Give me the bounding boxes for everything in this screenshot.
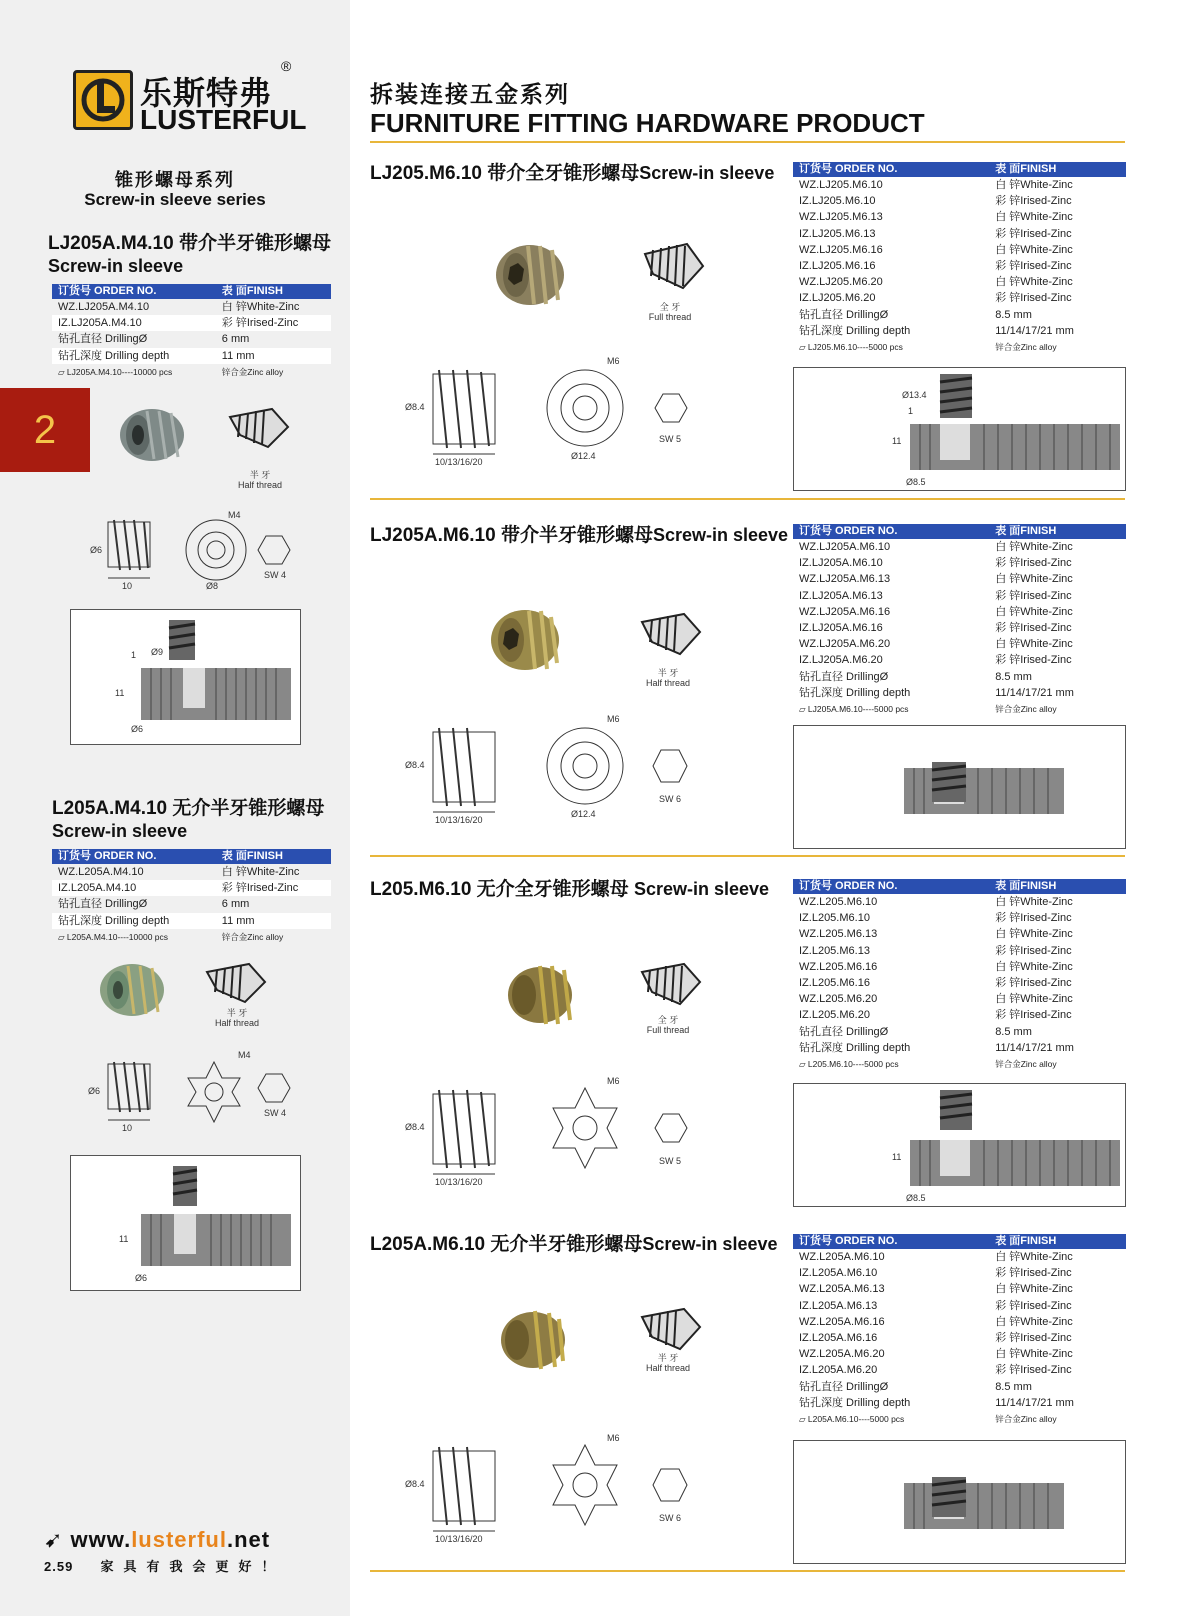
svg-text:SW 6: SW 6 (659, 1513, 682, 1523)
product-photo (485, 605, 565, 675)
dimension-drawing (405, 1076, 705, 1187)
divider (370, 855, 1125, 857)
product-table: 订货号 ORDER NO. 表 面FINISH WZ.LJ205A.M4.10 白 锌White-Zinc IZ.LJ205A.M4.10 彩 锌Irised-Zinc 钻孔直径 DrillingØ 6 mm 钻孔深度 Drilling depth 11 mm ▱ LJ205A.M4.10----10000 pcs 锌合金Zinc alloy (52, 284, 331, 380)
table-row: WZ.L205A.M4.10 白 锌White-Zinc (58, 866, 300, 878)
svg-text:M4: M4 (228, 510, 241, 520)
table-row: WZ.LJ205A.M6.20 白 锌White-Zinc (799, 638, 1073, 651)
brand-cn: 乐斯特弗 (140, 75, 273, 111)
table-row: IZ.LJ205.M6.10 彩 锌Irised-Zinc (793, 193, 1126, 209)
product-photo (490, 240, 570, 310)
package-icon-label: ▱ LJ205A.M4.10----10000 pcs (58, 366, 173, 377)
table-row: 钻孔直径 DrillingØ 8.5 mm (799, 308, 1032, 321)
dimension-drawing (405, 1433, 705, 1544)
table-row: 钻孔深度 Drilling depth 11/14/17/21 mm (793, 323, 1126, 339)
table-row: IZ.LJ205A.M4.10 彩 锌Irised-Zinc (52, 315, 331, 331)
svg-text:10/13/16/20: 10/13/16/20 (435, 1177, 483, 1187)
product-table: 订货号 ORDER NO. 表 面FINISH WZ.LJ205.M6.10 白 锌White-Zinc IZ.LJ205.M6.10 彩 锌Irised-Zinc WZ.LJ205.M6.13 白 锌White-Zinc IZ.LJ205.M6.13 彩 锌Irised-Zinc WZ.LJ205.M6.16 白 锌White-Zinc IZ.LJ205.M6.16 彩 锌Irised-Zinc WZ.LJ205.M6.20 白 锌White-Zinc IZ.LJ205.M6.20 彩 锌Irised-Zinc 钻孔直径 DrillingØ 8.5 mm 钻孔深度 Drilling depth 11/14/17/21 mm ▱ LJ205.M6.10----5000 pcs 锌合金Zinc alloy (793, 162, 1126, 355)
brand-en: LUSTERFUL (140, 104, 307, 135)
product-table: 订货号 ORDER NO. 表 面FINISH WZ.L205A.M6.10 白 锌White-Zinc IZ.L205A.M6.10 彩 锌Irised-Zinc WZ.L205A.M6.13 白 锌White-Zinc IZ.L205A.M6.13 彩 锌Irised-Zinc WZ.L205A.M6.16 白 锌White-Zinc IZ.L205A.M6.16 彩 锌Irised-Zinc WZ.L205A.M6.20 白 锌White-Zinc IZ.L205A.M6.20 彩 锌Irised-Zinc 钻孔直径 DrillingØ 8.5 mm 钻孔深度 Drilling depth 11/14/17/21 mm ▱ L205A.M6.10----5000 pcs 锌合金Zinc alloy (793, 1234, 1126, 1427)
svg-text:SW 4: SW 4 (264, 1108, 287, 1118)
svg-text:1: 1 (131, 650, 137, 660)
thread-icon (228, 405, 290, 449)
divider (370, 141, 1125, 143)
svg-text:Ø8.4: Ø8.4 (405, 402, 425, 412)
table-row: WZ.LJ205A.M4.10 白 锌White-Zinc (58, 301, 300, 313)
svg-text:Ø6: Ø6 (90, 545, 103, 555)
thread-icon (640, 610, 702, 658)
thread-icon (640, 960, 702, 1008)
table-row: 钻孔深度 Drilling depth 11/14/17/21 mm (793, 1040, 1126, 1056)
svg-text:Ø6: Ø6 (131, 724, 144, 734)
registered-mark: ® (281, 58, 292, 74)
table-row: WZ.L205.M6.10 白 锌White-Zinc (799, 896, 1073, 908)
table-row: 钻孔直径 DrillingØ 8.5 mm (799, 670, 1032, 683)
table-row: IZ.L205A.M6.10 彩 锌Irised-Zinc (793, 1265, 1126, 1281)
logo-icon (73, 70, 133, 130)
installation-diagram (793, 725, 1126, 849)
product-photo (500, 960, 580, 1030)
table-row: WZ.L205A.M6.13 白 锌White-Zinc (799, 1283, 1073, 1296)
svg-text:1: 1 (908, 406, 914, 416)
table-row: WZ.LJ205.M6.20 白 锌White-Zinc (799, 276, 1073, 289)
svg-text:Ø8.5: Ø8.5 (906, 1193, 926, 1203)
svg-text:SW 5: SW 5 (659, 434, 682, 444)
table-row: IZ.LJ205A.M6.20 彩 锌Irised-Zinc (793, 652, 1126, 668)
table-row: IZ.L205.M6.10 彩 锌Irised-Zinc (793, 910, 1126, 926)
table-row: IZ.L205.M6.16 彩 锌Irised-Zinc (793, 975, 1126, 991)
divider (370, 498, 1125, 500)
table-row: WZ.L205.M6.16 白 锌White-Zinc (799, 960, 1073, 973)
installation-diagram (70, 1155, 301, 1291)
table-row: WZ.LJ205.M6.13 白 锌White-Zinc (799, 211, 1073, 224)
table-row: WZ.LJ205A.M6.10 白 锌White-Zinc (799, 541, 1073, 553)
dimension-drawing (88, 1052, 298, 1132)
svg-text:Ø12.4: Ø12.4 (571, 451, 596, 461)
installation-diagram (793, 1083, 1126, 1207)
link-arrow-icon: ➹ (44, 1527, 71, 1552)
thread-icon (640, 1305, 702, 1353)
box-icon: ▱ (58, 931, 67, 942)
svg-text:SW 5: SW 5 (659, 1156, 682, 1166)
table-row: IZ.L205A.M6.20 彩 锌Irised-Zinc (793, 1362, 1126, 1378)
dimension-drawing (405, 714, 705, 825)
svg-text:SW 4: SW 4 (264, 570, 287, 580)
page-title-en: FURNITURE FITTING HARDWARE PRODUCT (370, 108, 925, 138)
svg-text:Ø8.5: Ø8.5 (906, 477, 926, 487)
svg-text:11: 11 (892, 1152, 902, 1162)
table-row: 钻孔直径 DrillingØ 6 mm (58, 333, 250, 346)
product-title: L205A.M4.10 无介半牙锥形螺母 Screw-in sleeve (52, 798, 325, 841)
box-icon: ▱ (799, 703, 808, 714)
thread-caption: 全 牙 Full thread (648, 302, 692, 322)
page-tab: 2 (0, 388, 90, 472)
svg-text:11: 11 (892, 436, 902, 446)
svg-text:M6: M6 (607, 714, 620, 724)
product-table: 订货号 ORDER NO. 表 面FINISH WZ.L205.M6.10 白 锌White-Zinc IZ.L205.M6.10 彩 锌Irised-Zinc WZ.L205.M6.13 白 锌White-Zinc IZ.L205.M6.13 彩 锌Irised-Zinc WZ.L205.M6.16 白 锌White-Zinc IZ.L205.M6.16 彩 锌Irised-Zinc WZ.L205.M6.20 白 锌White-Zinc IZ.L205.M6.20 彩 锌Irised-Zinc 钻孔直径 DrillingØ 8.5 mm 钻孔深度 Drilling depth 11/14/17/21 mm ▱ L205.M6.10----5000 pcs 锌合金Zinc alloy (793, 879, 1126, 1072)
thread-caption: 半 牙 Half thread (214, 1008, 260, 1028)
svg-text:11: 11 (119, 1234, 129, 1244)
product-photo (112, 405, 192, 465)
product-table: 订货号 ORDER NO. 表 面FINISH WZ.L205A.M4.10 白 锌White-Zinc IZ.L205A.M4.10 彩 锌Irised-Zinc 钻孔直径 DrillingØ 6 mm 钻孔深度 Drilling depth 11 mm ▱ L205A.M4.10----10000 pcs 锌合金Zinc alloy (52, 849, 331, 945)
svg-text:M6: M6 (607, 1433, 620, 1443)
svg-text:Ø6: Ø6 (88, 1086, 101, 1096)
dimension-drawing (405, 356, 705, 467)
table-row: IZ.L205A.M6.13 彩 锌Irised-Zinc (793, 1298, 1126, 1314)
table-row: WZ.L205.M6.20 白 锌White-Zinc (799, 993, 1073, 1006)
table-row: 钻孔直径 DrillingØ 6 mm (58, 898, 250, 911)
table-row: WZ.L205A.M6.10 白 锌White-Zinc (799, 1251, 1073, 1263)
table-row: 钻孔直径 DrillingØ 8.5 mm (799, 1025, 1032, 1038)
product-title: LJ205.M6.10 带介全牙锥形螺母Screw-in sleeve (370, 163, 775, 184)
svg-text:Ø9: Ø9 (151, 647, 164, 657)
product-title: L205.M6.10 无介全牙锥形螺母 Screw-in sleeve (370, 879, 770, 900)
svg-text:M6: M6 (607, 356, 620, 366)
svg-text:10/13/16/20: 10/13/16/20 (435, 457, 483, 467)
table-row: WZ.LJ205A.M6.13 白 锌White-Zinc (799, 573, 1073, 586)
box-icon: ▱ (799, 341, 808, 352)
installation-diagram (793, 1440, 1126, 1564)
table-row: IZ.LJ205.M6.20 彩 锌Irised-Zinc (793, 290, 1126, 306)
svg-text:Ø12.4: Ø12.4 (571, 809, 596, 819)
table-row: WZ.L205A.M6.20 白 锌White-Zinc (799, 1348, 1073, 1361)
table-row: IZ.LJ205A.M6.10 彩 锌Irised-Zinc (793, 555, 1126, 571)
table-row: IZ.L205A.M6.16 彩 锌Irised-Zinc (793, 1330, 1126, 1346)
page-title-cn: 拆装连接五金系列 (370, 81, 570, 107)
divider (370, 1570, 1125, 1572)
product-photo (96, 960, 168, 1020)
product-title: L205A.M6.10 无介半牙锥形螺母Screw-in sleeve (370, 1234, 778, 1255)
product-table: 订货号 ORDER NO. 表 面FINISH WZ.LJ205A.M6.10 白 锌White-Zinc IZ.LJ205A.M6.10 彩 锌Irised-Zinc WZ.LJ205A.M6.13 白 锌White-Zinc IZ.LJ205A.M6.13 彩 锌Irised-Zinc WZ.LJ205A.M6.16 白 锌White-Zinc IZ.LJ205A.M6.16 彩 锌Irised-Zinc WZ.LJ205A.M6.20 白 锌White-Zinc IZ.LJ205A.M6.20 彩 锌Irised-Zinc 钻孔直径 DrillingØ 8.5 mm 钻孔深度 Drilling depth 11/14/17/21 mm ▱ LJ205A.M6.10----5000 pcs 锌合金Zinc alloy (793, 524, 1126, 717)
table-row: IZ.LJ205.M6.13 彩 锌Irised-Zinc (793, 226, 1126, 242)
box-icon: ▱ (58, 366, 67, 377)
table-row: WZ.LJ205.M6.16 白 锌White-Zinc (799, 243, 1073, 256)
table-row: IZ.L205.M6.20 彩 锌Irised-Zinc (793, 1007, 1126, 1023)
product-title: LJ205A.M4.10 带介半牙锥形螺母 Screw-in sleeve (48, 233, 331, 276)
table-row: 钻孔直径 DrillingØ 8.5 mm (799, 1380, 1032, 1393)
table-row: WZ.L205.M6.13 白 锌White-Zinc (799, 928, 1073, 941)
dimension-drawing (90, 510, 300, 590)
svg-text:11: 11 (115, 688, 125, 698)
table-row: IZ.LJ205.M6.16 彩 锌Irised-Zinc (793, 258, 1126, 274)
svg-text:10/13/16/20: 10/13/16/20 (435, 1534, 483, 1544)
table-row: IZ.L205.M6.13 彩 锌Irised-Zinc (793, 943, 1126, 959)
table-row: 钻孔深度 Drilling depth 11/14/17/21 mm (793, 685, 1126, 701)
svg-text:10: 10 (122, 581, 133, 591)
svg-text:M6: M6 (607, 1076, 620, 1086)
series-title-en: Screw-in sleeve series (84, 190, 266, 209)
product-title: LJ205A.M6.10 带介半牙锥形螺母Screw-in sleeve (370, 525, 789, 546)
thread-caption: 半 牙 Half thread (237, 470, 283, 490)
box-icon: ▱ (799, 1413, 808, 1424)
thread-icon (643, 240, 705, 292)
table-row: WZ.LJ205.M6.10 白 锌White-Zinc (799, 179, 1073, 191)
thread-caption: 全 牙 Full thread (646, 1015, 690, 1035)
svg-text:Ø8.4: Ø8.4 (405, 1122, 425, 1132)
table-row: WZ.LJ205A.M6.16 白 锌White-Zinc (799, 605, 1073, 618)
svg-text:Ø8.4: Ø8.4 (405, 760, 425, 770)
thread-caption: 半 牙 Half thread (645, 668, 691, 688)
svg-text:M4: M4 (238, 1050, 251, 1060)
table-row: 钻孔深度 Drilling depth 11 mm (52, 913, 331, 929)
installation-diagram (793, 367, 1126, 491)
page-number-slogan: 2.59 家具有我会更好！ (44, 1559, 285, 1574)
series-title-cn: 锥形螺母系列 (115, 170, 235, 190)
table-row: 钻孔深度 Drilling depth 11/14/17/21 mm (793, 1395, 1126, 1411)
thread-caption: 半 牙 Half thread (645, 1353, 691, 1373)
svg-text:Ø13.4: Ø13.4 (902, 390, 927, 400)
website-url[interactable]: ➹ www.lusterful.net (44, 1527, 271, 1552)
table-row: WZ.L205A.M6.16 白 锌White-Zinc (799, 1315, 1073, 1328)
svg-text:Ø8.4: Ø8.4 (405, 1479, 425, 1489)
svg-text:10: 10 (122, 1123, 133, 1133)
product-photo (493, 1305, 573, 1375)
svg-text:Ø6: Ø6 (135, 1273, 148, 1283)
installation-diagram (70, 609, 301, 745)
table-row: 钻孔深度 Drilling depth 11 mm (52, 348, 331, 364)
svg-text:10/13/16/20: 10/13/16/20 (435, 815, 483, 825)
table-row: IZ.LJ205A.M6.16 彩 锌Irised-Zinc (793, 620, 1126, 636)
table-row: IZ.L205A.M4.10 彩 锌Irised-Zinc (52, 880, 331, 896)
svg-text:SW 6: SW 6 (659, 794, 682, 804)
thread-icon (205, 960, 267, 1004)
box-icon: ▱ (799, 1058, 808, 1069)
svg-text:Ø8: Ø8 (206, 581, 219, 591)
table-row: IZ.LJ205A.M6.13 彩 锌Irised-Zinc (793, 588, 1126, 604)
